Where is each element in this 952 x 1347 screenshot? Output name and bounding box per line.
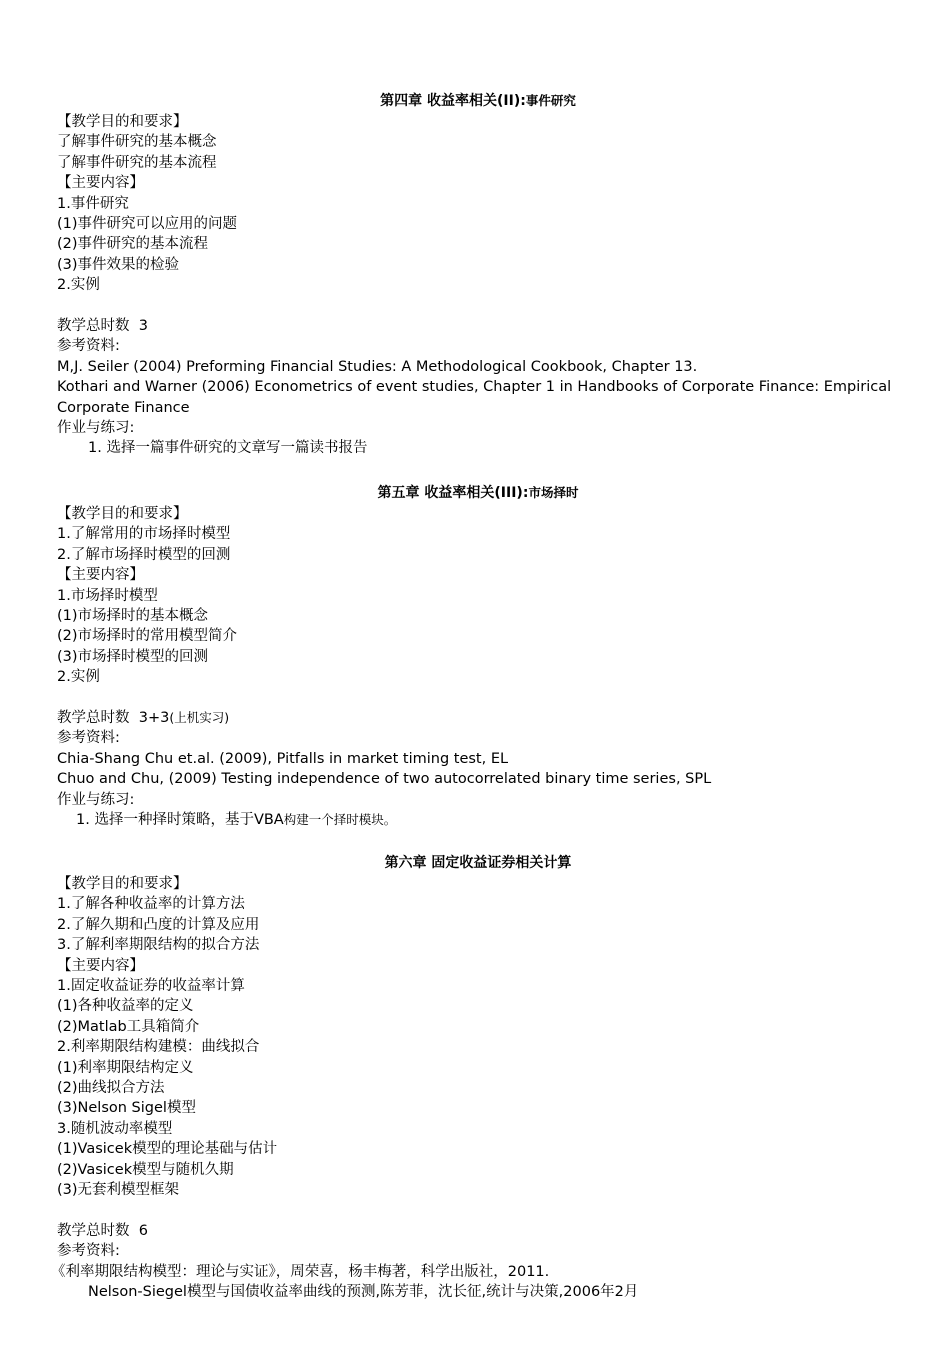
homework-small: 构建一个择时模块。 xyxy=(283,812,397,828)
goal-item: 2.了解市场择时模型的回测 xyxy=(57,546,231,563)
content-item: (1)市场择时的基本概念 xyxy=(57,608,209,625)
content-item: (2)市场择时的常用模型简介 xyxy=(57,628,238,645)
content-item: (2)Matlab工具箱简介 xyxy=(57,1018,200,1035)
homework-header: 作业与练习: xyxy=(57,791,135,808)
chapter-title-sub: 事件研究 xyxy=(525,93,576,108)
goal-item: 1.了解常用的市场择时模型 xyxy=(57,526,231,543)
reference-item: 《利率期限结构模型：理论与实证》，周荣喜，杨丰梅著，科学出版社，2011. xyxy=(51,1263,550,1280)
reference-item: Chuo and Chu, (2009) Testing independence of two autocorrelated binary time series, SPL xyxy=(57,771,712,788)
hours-label: 教学总时数 xyxy=(57,710,130,727)
content-header: 【主要内容】 xyxy=(57,567,144,584)
goal-item: 3.了解利率期限结构的拟合方法 xyxy=(57,937,260,954)
chapter-title xyxy=(0,482,952,504)
references-header: 参考资料: xyxy=(57,730,120,747)
hours-note: (上机实习) xyxy=(169,710,230,726)
chapter-title xyxy=(0,852,952,874)
content-item: (3)Nelson Sigel模型 xyxy=(57,1100,196,1117)
content-item: (1)利率期限结构定义 xyxy=(57,1059,194,1076)
reference-item: M,J. Seiler (2004) Preforming Financial Studies: A Methodological Cookbook, Chapter 13. xyxy=(57,358,698,375)
teaching-hours xyxy=(57,708,912,728)
homework-main: 1. 选择一种择时策略，基于VBA xyxy=(76,812,284,829)
chapter-4 xyxy=(0,90,952,459)
content-item: (2)曲线拟合方法 xyxy=(57,1080,165,1097)
content-item: 2.实例 xyxy=(57,669,100,686)
hours-label: 教学总时数 xyxy=(57,318,130,335)
reference-item: Nelson-Siegel模型与国债收益率曲线的预测,陈芳菲，沈长征,统计与决策,2006年2月 xyxy=(88,1284,639,1301)
chapter-title-main: 第五章 收益率相关(III): xyxy=(377,485,529,501)
content-item: 1.事件研究 xyxy=(57,195,129,212)
homework-item xyxy=(57,810,912,830)
content-item: (1)各种收益率的定义 xyxy=(57,998,194,1015)
references-header: 参考资料: xyxy=(57,338,120,355)
content-header: 【主要内容】 xyxy=(57,175,144,192)
chapter-title xyxy=(0,90,952,112)
goal-item: 了解事件研究的基本概念 xyxy=(57,134,217,151)
references-header: 参考资料: xyxy=(57,1243,120,1260)
teaching-hours xyxy=(57,316,912,336)
chapter-title-main: 第六章 固定收益证券相关计算 xyxy=(384,855,572,871)
content-item: (3)事件效果的检验 xyxy=(57,256,180,273)
content-header: 【主要内容】 xyxy=(57,957,144,974)
reference-item: Chia-Shang Chu et.al. (2009), Pitfalls in market timing test, EL xyxy=(57,750,509,767)
chapter-title-sub: 市场择时 xyxy=(528,485,579,500)
homework-item: 1. 选择一篇事件研究的文章写一篇读书报告 xyxy=(88,440,368,457)
content-item: 2.利率期限结构建模：曲线拟合 xyxy=(57,1039,260,1056)
goals-header: 【教学目的和要求】 xyxy=(57,506,188,522)
goals-header: 【教学目的和要求】 xyxy=(57,876,188,892)
content-item: (2)事件研究的基本流程 xyxy=(57,236,209,253)
hours-value: 3+3 xyxy=(138,710,170,727)
chapter-title-main: 第四章 收益率相关(II): xyxy=(380,93,526,109)
content-item: 3.随机波动率模型 xyxy=(57,1120,173,1137)
content-item: (1)Vasicek模型的理论基础与估计 xyxy=(57,1141,278,1158)
homework-header: 作业与练习: xyxy=(57,420,135,437)
teaching-hours xyxy=(57,1221,912,1241)
content-item: 2.实例 xyxy=(57,277,100,294)
content-item: 1.固定收益证券的收益率计算 xyxy=(57,978,245,995)
content-item: (1)事件研究可以应用的问题 xyxy=(57,216,238,233)
content-item: (2)Vasicek模型与随机久期 xyxy=(57,1161,234,1178)
content-item: (3)市场择时模型的回测 xyxy=(57,648,209,665)
hours-value: 3 xyxy=(138,318,148,335)
hours-value: 6 xyxy=(138,1222,148,1239)
chapter-5 xyxy=(0,482,952,830)
goals-header: 【教学目的和要求】 xyxy=(57,114,188,130)
content-item: 1.市场择时模型 xyxy=(57,587,158,604)
goal-item: 1.了解各种收益率的计算方法 xyxy=(57,896,245,913)
hours-label: 教学总时数 xyxy=(57,1222,130,1239)
goal-item: 2.了解久期和凸度的计算及应用 xyxy=(57,916,260,933)
goal-item: 了解事件研究的基本流程 xyxy=(57,154,217,171)
reference-item: Kothari and Warner (2006) Econometrics of event studies, Chapter 1 in Handbooks of Corporate Finance: Empirical Corporate Finance xyxy=(57,379,892,416)
content-item: (3)无套利模型框架 xyxy=(57,1182,180,1199)
chapter-6 xyxy=(0,852,952,1303)
